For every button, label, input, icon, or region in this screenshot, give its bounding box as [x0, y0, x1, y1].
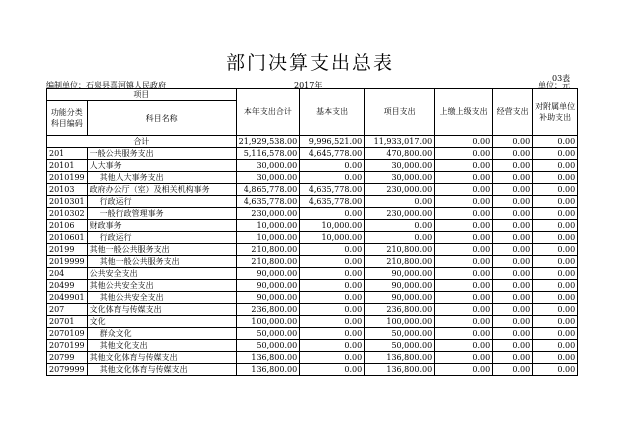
header-subsidy: 对附属单位补助支出 [533, 89, 578, 136]
cell-basic: 0.00 [300, 328, 365, 340]
cell-project: 0.00 [365, 220, 435, 232]
cell-code: 204 [47, 268, 88, 280]
cell-project: 210,800.00 [365, 256, 435, 268]
cell-business: 0.00 [493, 220, 533, 232]
cell-name: 行政运行 [87, 196, 236, 208]
cell-name: 其他公共安全支出 [87, 280, 236, 292]
cell-upper: 0.00 [435, 340, 493, 352]
cell-name: 其他人大事务支出 [87, 172, 236, 184]
cell-project: 470,800.00 [365, 148, 435, 160]
cell-business: 0.00 [493, 148, 533, 160]
table-body [47, 136, 578, 376]
cell-upper: 0.00 [435, 328, 493, 340]
cell-subsidy: 0.00 [533, 364, 578, 376]
cell-upper: 0.00 [435, 364, 493, 376]
cell-total-label: 合计 [47, 136, 237, 148]
cell-basic: 0.00 [300, 292, 365, 304]
cell-subsidy: 0.00 [533, 304, 578, 316]
cell-code: 20499 [47, 280, 88, 292]
cell-basic: 0.00 [300, 364, 365, 376]
cell-subsidy: 0.00 [533, 184, 578, 196]
cell-total: 210,800.00 [236, 256, 300, 268]
cell-name: 其他文化支出 [87, 340, 236, 352]
cell-upper: 0.00 [435, 208, 493, 220]
cell-project: 30,000.00 [365, 160, 435, 172]
cell-business: 0.00 [493, 304, 533, 316]
cell-basic: 10,000.00 [300, 220, 365, 232]
cell-name: 文化体育与传媒支出 [87, 304, 236, 316]
cell-total: 90,000.00 [236, 268, 300, 280]
cell-project: 90,000.00 [365, 280, 435, 292]
cell-code: 2019999 [47, 256, 88, 268]
cell-code: 20199 [47, 244, 88, 256]
cell-basic: 0.00 [300, 268, 365, 280]
cell-upper: 0.00 [435, 256, 493, 268]
cell-subsidy: 0.00 [533, 232, 578, 244]
cell-total: 210,800.00 [236, 244, 300, 256]
cell-code: 20103 [47, 184, 88, 196]
cell-business: 0.00 [493, 292, 533, 304]
cell-name: 一般行政管理事务 [87, 208, 236, 220]
cell-upper: 0.00 [435, 184, 493, 196]
cell-total: 50,000.00 [236, 340, 300, 352]
cell-subsidy: 0.00 [533, 244, 578, 256]
cell-total: 30,000.00 [236, 160, 300, 172]
cell-total: 230,000.00 [236, 208, 300, 220]
cell-upper: 0.00 [435, 244, 493, 256]
cell-basic: 4,645,778.00 [300, 148, 365, 160]
cell-business: 0.00 [493, 280, 533, 292]
cell-code: 20101 [47, 160, 88, 172]
cell-upper: 0.00 [435, 316, 493, 328]
cell-total: 4,865,778.00 [236, 184, 300, 196]
table-row [47, 256, 578, 268]
cell-basic: 9,996,521.00 [300, 136, 365, 148]
cell-business: 0.00 [493, 160, 533, 172]
cell-business: 0.00 [493, 352, 533, 364]
cell-business: 0.00 [493, 196, 533, 208]
cell-total: 50,000.00 [236, 328, 300, 340]
cell-total: 100,000.00 [236, 316, 300, 328]
cell-code: 2070109 [47, 328, 88, 340]
table-row [47, 184, 578, 196]
cell-name: 其他公共安全支出 [87, 292, 236, 304]
cell-total: 10,000.00 [236, 220, 300, 232]
cell-business: 0.00 [493, 364, 533, 376]
cell-total: 90,000.00 [236, 292, 300, 304]
cell-project: 136,800.00 [365, 352, 435, 364]
cell-upper: 0.00 [435, 268, 493, 280]
cell-total: 5,116,578.00 [236, 148, 300, 160]
cell-upper: 0.00 [435, 352, 493, 364]
cell-upper: 0.00 [435, 304, 493, 316]
cell-basic: 0.00 [300, 280, 365, 292]
cell-name: 行政运行 [87, 232, 236, 244]
header-business: 经营支出 [493, 89, 533, 136]
cell-code: 201 [47, 148, 88, 160]
cell-upper: 0.00 [435, 136, 493, 148]
cell-code: 2010301 [47, 196, 88, 208]
cell-business: 0.00 [493, 184, 533, 196]
cell-name: 其他文化体育与传媒支出 [87, 364, 236, 376]
cell-project: 210,800.00 [365, 244, 435, 256]
cell-code: 2010302 [47, 208, 88, 220]
cell-name: 其他文化体育与传媒支出 [87, 352, 236, 364]
cell-name: 一般公共服务支出 [87, 148, 236, 160]
cell-subsidy: 0.00 [533, 196, 578, 208]
cell-project: 136,800.00 [365, 364, 435, 376]
cell-code: 20799 [47, 352, 88, 364]
cell-project: 11,933,017.00 [365, 136, 435, 148]
header-project: 项目支出 [365, 89, 435, 136]
cell-project: 230,000.00 [365, 184, 435, 196]
header-basic: 基本支出 [300, 89, 365, 136]
cell-basic: 0.00 [300, 340, 365, 352]
cell-code: 2079999 [47, 364, 88, 376]
cell-basic: 4,635,778.00 [300, 184, 365, 196]
cell-code: 20106 [47, 220, 88, 232]
cell-name: 公共安全支出 [87, 268, 236, 280]
cell-total: 30,000.00 [236, 172, 300, 184]
cell-subsidy: 0.00 [533, 208, 578, 220]
header-name: 科目名称 [87, 101, 236, 136]
cell-upper: 0.00 [435, 232, 493, 244]
report-year: 2017年 [294, 81, 323, 90]
cell-basic: 0.00 [300, 244, 365, 256]
table-row [47, 268, 578, 280]
table-row [47, 244, 578, 256]
cell-project: 236,800.00 [365, 304, 435, 316]
cell-business: 0.00 [493, 328, 533, 340]
header-code: 功能分类科目编码 [47, 101, 88, 136]
cell-basic: 0.00 [300, 304, 365, 316]
cell-total: 90,000.00 [236, 280, 300, 292]
cell-total: 21,929,538.00 [236, 136, 300, 148]
cell-subsidy: 0.00 [533, 268, 578, 280]
table-row [47, 292, 578, 304]
cell-business: 0.00 [493, 136, 533, 148]
cell-subsidy: 0.00 [533, 328, 578, 340]
cell-basic: 0.00 [300, 316, 365, 328]
cell-name: 群众文化 [87, 328, 236, 340]
cell-total: 236,800.00 [236, 304, 300, 316]
cell-name: 其他一般公共服务支出 [87, 244, 236, 256]
cell-code: 207 [47, 304, 88, 316]
cell-basic: 0.00 [300, 172, 365, 184]
header-row-group [47, 89, 578, 101]
cell-basic: 0.00 [300, 208, 365, 220]
cell-subsidy: 0.00 [533, 340, 578, 352]
cell-name: 文化 [87, 316, 236, 328]
table-row [47, 136, 578, 148]
cell-basic: 4,635,778.00 [300, 196, 365, 208]
cell-subsidy: 0.00 [533, 148, 578, 160]
cell-business: 0.00 [493, 268, 533, 280]
cell-total: 4,635,778.00 [236, 196, 300, 208]
cell-project: 0.00 [365, 232, 435, 244]
cell-project: 0.00 [365, 196, 435, 208]
table-row [47, 304, 578, 316]
cell-subsidy: 0.00 [533, 136, 578, 148]
cell-business: 0.00 [493, 244, 533, 256]
cell-total: 10,000.00 [236, 232, 300, 244]
cell-upper: 0.00 [435, 280, 493, 292]
cell-project: 230,000.00 [365, 208, 435, 220]
cell-name: 其他一般公共服务支出 [87, 256, 236, 268]
cell-name: 政府办公厅（室）及相关机构事务 [87, 184, 236, 196]
table-row [47, 232, 578, 244]
cell-subsidy: 0.00 [533, 292, 578, 304]
table-row [47, 340, 578, 352]
cell-name: 人大事务 [87, 160, 236, 172]
cell-name: 财政事务 [87, 220, 236, 232]
cell-code: 2010601 [47, 232, 88, 244]
cell-basic: 10,000.00 [300, 232, 365, 244]
cell-business: 0.00 [493, 232, 533, 244]
header-total: 本年支出合计 [236, 89, 300, 136]
cell-subsidy: 0.00 [533, 160, 578, 172]
cell-business: 0.00 [493, 208, 533, 220]
table-row [47, 364, 578, 376]
cell-basic: 0.00 [300, 256, 365, 268]
cell-total: 136,800.00 [236, 364, 300, 376]
cell-subsidy: 0.00 [533, 280, 578, 292]
cell-upper: 0.00 [435, 196, 493, 208]
cell-basic: 0.00 [300, 352, 365, 364]
cell-project: 90,000.00 [365, 268, 435, 280]
cell-subsidy: 0.00 [533, 172, 578, 184]
table-row [47, 328, 578, 340]
form-number: 03表 [552, 74, 571, 83]
table-row [47, 172, 578, 184]
cell-business: 0.00 [493, 172, 533, 184]
cell-total: 136,800.00 [236, 352, 300, 364]
table-row [47, 208, 578, 220]
cell-project: 50,000.00 [365, 328, 435, 340]
cell-upper: 0.00 [435, 220, 493, 232]
table-row [47, 148, 578, 160]
cell-project: 50,000.00 [365, 340, 435, 352]
header-upper: 上缴上级支出 [435, 89, 493, 136]
cell-upper: 0.00 [435, 148, 493, 160]
header-project-group: 项目 [47, 89, 237, 101]
unit-label: 单位：元 [538, 81, 570, 90]
table-row [47, 316, 578, 328]
cell-code: 2070199 [47, 340, 88, 352]
cell-subsidy: 0.00 [533, 352, 578, 364]
table-row [47, 196, 578, 208]
cell-project: 90,000.00 [365, 292, 435, 304]
cell-code: 2010199 [47, 172, 88, 184]
table-row [47, 160, 578, 172]
cell-project: 100,000.00 [365, 316, 435, 328]
page-title: 部门决算支出总表 [225, 52, 394, 74]
cell-business: 0.00 [493, 316, 533, 328]
table-row [47, 220, 578, 232]
table-row [47, 280, 578, 292]
cell-subsidy: 0.00 [533, 256, 578, 268]
cell-subsidy: 0.00 [533, 316, 578, 328]
cell-basic: 0.00 [300, 160, 365, 172]
cell-upper: 0.00 [435, 292, 493, 304]
table-row [47, 352, 578, 364]
cell-upper: 0.00 [435, 160, 493, 172]
cell-upper: 0.00 [435, 172, 493, 184]
expenditure-table [46, 88, 578, 376]
cell-code: 20701 [47, 316, 88, 328]
cell-business: 0.00 [493, 340, 533, 352]
cell-subsidy: 0.00 [533, 220, 578, 232]
cell-code: 2049901 [47, 292, 88, 304]
organization-label: 编制单位：石泉县喜河镇人民政府 [46, 81, 166, 90]
cell-business: 0.00 [493, 256, 533, 268]
cell-project: 30,000.00 [365, 172, 435, 184]
